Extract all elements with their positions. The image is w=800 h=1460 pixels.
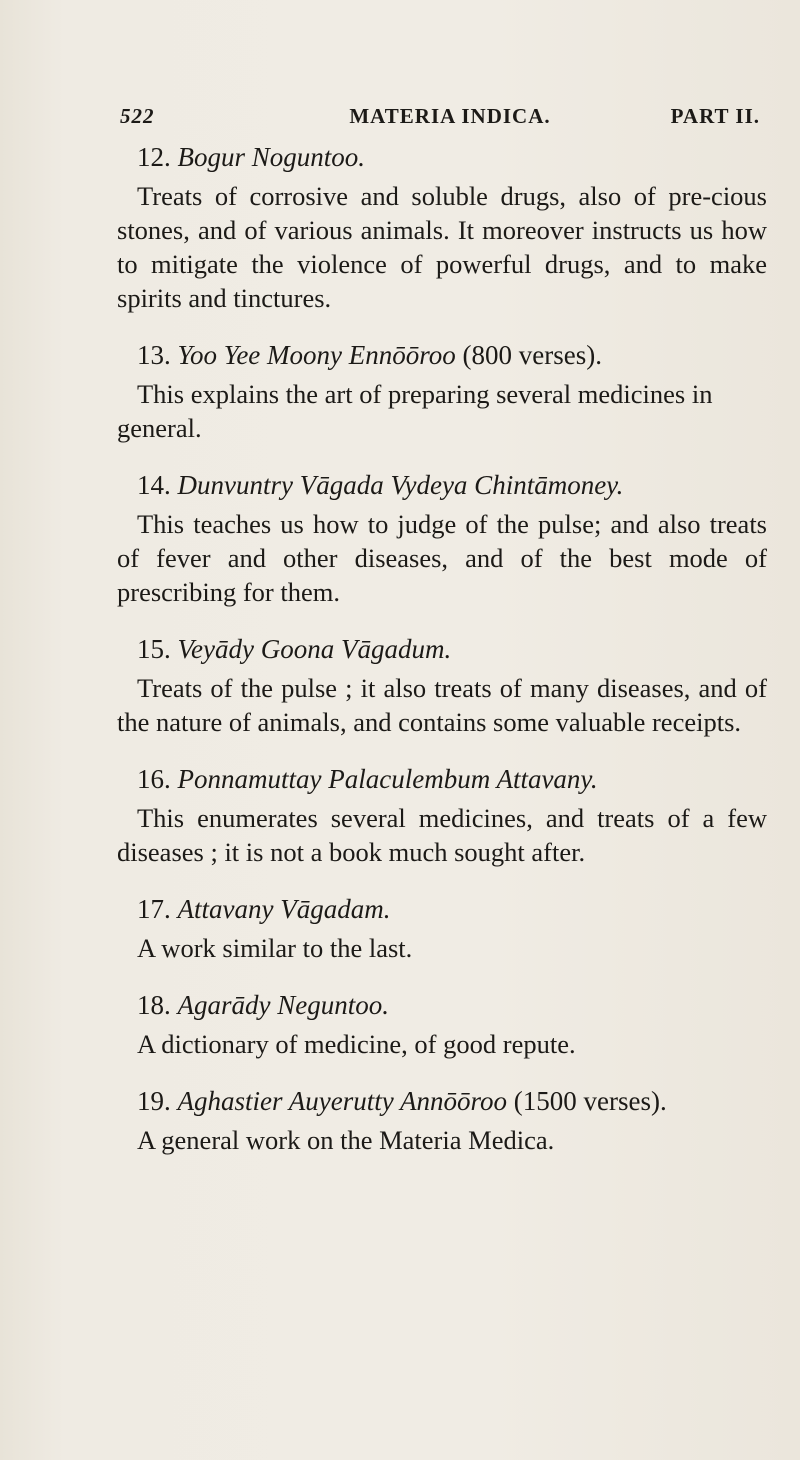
running-title: MATERIA INDICA.	[349, 104, 551, 128]
entry-number: 12.	[137, 142, 171, 172]
entry-title	[117, 632, 767, 666]
entry-number: 15.	[137, 634, 171, 664]
entry-title	[117, 762, 767, 796]
entry-description: Treats of the pulse ; it also treats of many diseases, and of the nature of animals, and contains some valuable receipts.	[117, 673, 767, 737]
entry-name: Bogur Noguntoo.	[177, 142, 366, 172]
entry-17	[117, 892, 767, 965]
entry-description: This explains the art of preparing several medicines in general.	[117, 379, 713, 443]
page-number: 522	[120, 104, 155, 128]
entry-number: 19.	[137, 1086, 171, 1116]
entry-list	[117, 140, 767, 1180]
entry-number: 18.	[137, 990, 171, 1020]
entry-12	[117, 140, 767, 315]
entry-name: Veyādy Goona Vāgadum.	[177, 634, 452, 664]
entry-title	[117, 892, 767, 926]
entry-number: 13.	[137, 340, 171, 370]
entry-number: 16.	[137, 764, 171, 794]
entry-title	[117, 1084, 767, 1118]
entry-19	[117, 1084, 767, 1157]
entry-13	[117, 338, 767, 445]
entry-description: A work similar to the last.	[137, 933, 413, 963]
entry-description: A general work on the Materia Medica.	[137, 1125, 555, 1155]
part-label: PART II.	[670, 104, 760, 128]
entry-name: Aghastier Auyerutty Annōōroo	[177, 1086, 507, 1116]
entry-description: A dictionary of medicine, of good repute.	[137, 1029, 576, 1059]
entry-description: Treats of corrosive and soluble drugs, also of pre-cious stones, and of various animals. It moreover instructs us how to mitigate the violence of powerful drugs, and to make spirits and tinctures.	[117, 181, 767, 313]
entry-name: Ponnamuttay Palaculembum Attavany.	[177, 764, 598, 794]
running-header	[120, 104, 760, 134]
entry-title	[117, 468, 767, 502]
entry-title	[117, 140, 767, 174]
entry-name: Agarādy Neguntoo.	[177, 990, 389, 1020]
entry-16	[117, 762, 767, 869]
entry-description: This teaches us how to judge of the pulse; and also treats of fever and other diseases, and of the best mode of prescribing for them.	[117, 509, 767, 607]
entry-number: 14.	[137, 470, 171, 500]
entry-name: Attavany Vāgadam.	[177, 894, 391, 924]
entry-description: This enumerates several medicines, and treats of a few diseases ; it is not a book much sought after.	[117, 803, 767, 867]
entry-verse-count: (800 verses).	[462, 340, 602, 370]
entry-title	[117, 988, 767, 1022]
entry-18	[117, 988, 767, 1061]
entry-name: Dunvuntry Vāgada Vydeya Chintāmoney.	[177, 470, 624, 500]
entry-number: 17.	[137, 894, 171, 924]
entry-title	[117, 338, 767, 372]
entry-15	[117, 632, 767, 739]
entry-name: Yoo Yee Moony Ennōōroo	[177, 340, 456, 370]
entry-14	[117, 468, 767, 609]
entry-verse-count: (1500 verses).	[513, 1086, 667, 1116]
